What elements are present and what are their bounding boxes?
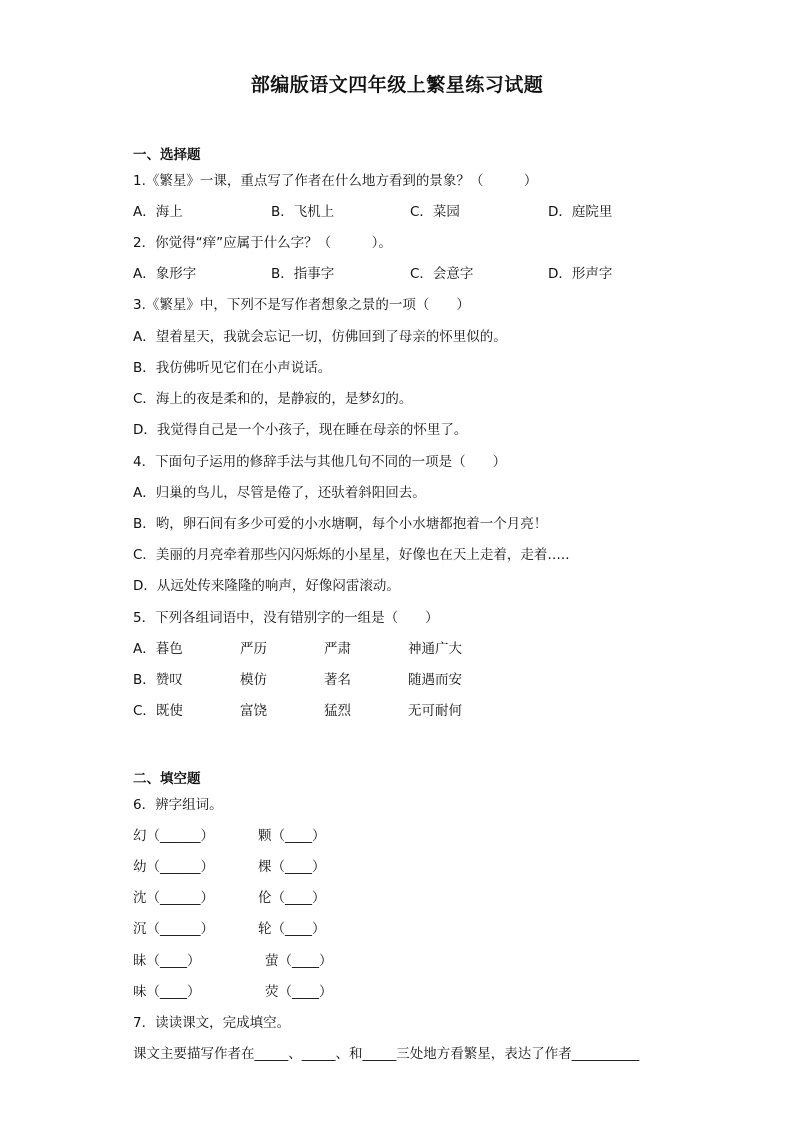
q6-pair-4-right: 轮（____） — [258, 921, 326, 937]
q3-option-b: B．我仿佛听见它们在小声说话。 — [133, 360, 332, 376]
q7-fill-text: 课文主要描写作者在_____、_____、和_____三处地方看繁星，表达了作者__________ — [133, 1046, 640, 1062]
page-title: 部编版语文四年级上繁星练习试题 — [250, 74, 544, 96]
q2-option-a: A．象形字 — [133, 266, 197, 282]
q6-pair-3-left: 沈（______） — [133, 890, 214, 906]
question-2-stem: 2．你觉得“痒”应属于什么字？（ ）。 — [133, 235, 392, 251]
q5-row-b-word-2: 模仿 — [240, 672, 267, 688]
q5-row-a-word-4: 神通广大 — [408, 641, 462, 657]
question-3-stem: 3.《繁星》中，下列不是写作者想象之景的一项（ ） — [133, 297, 470, 313]
q3-option-a: A．望着星天，我就会忘记一切，仿佛回到了母亲的怀里似的。 — [133, 329, 507, 345]
q5-row-c-word-3: 猛烈 — [324, 703, 351, 719]
q6-pair-5-right: 萤（____） — [265, 953, 333, 969]
question-5-stem: 5．下列各组词语中，没有错别字的一组是（ ） — [133, 610, 439, 626]
q2-option-d: D．形声字 — [548, 266, 613, 282]
q3-option-d: D．我觉得自己是一个小孩子，现在睡在母亲的怀里了。 — [133, 422, 468, 438]
q5-row-b-word-1: B．赞叹 — [133, 672, 183, 688]
q5-row-c-word-2: 富饶 — [240, 703, 267, 719]
q1-option-d: D．庭院里 — [548, 204, 613, 220]
question-1-stem: 1.《繁星》一课，重点写了作者在什么地方看到的景象？（ ） — [133, 173, 538, 189]
q6-pair-2-right: 棵（____） — [258, 859, 326, 875]
q5-row-b-word-3: 著名 — [324, 672, 351, 688]
q4-option-d: D．从远处传来隆隆的响声，好像闷雷滚动。 — [133, 578, 400, 594]
q6-pair-6-left: 味（____） — [133, 984, 201, 1000]
q4-option-a: A．归巢的鸟儿，尽管是倦了，还驮着斜阳回去。 — [133, 485, 426, 501]
section-heading-fill: 二、填空题 — [133, 771, 201, 787]
q4-option-c: C．美丽的月亮牵着那些闪闪烁烁的小星星，好像也在天上走着，走着….. — [133, 547, 570, 563]
q1-option-c: C．菜园 — [410, 204, 460, 220]
q2-option-c: C．会意字 — [410, 266, 474, 282]
q3-option-c: C．海上的夜是柔和的，是静寂的，是梦幻的。 — [133, 391, 413, 407]
section-heading-choice: 一、选择题 — [133, 147, 201, 163]
q6-pair-2-left: 幼（______） — [133, 859, 214, 875]
q5-row-b-word-4: 随遇而安 — [408, 672, 462, 688]
q5-row-a-word-1: A．暮色 — [133, 641, 183, 657]
q6-pair-6-right: 荧（____） — [265, 984, 333, 1000]
q4-option-b: B．哟，卵石间有多少可爱的小水塘啊，每个小水塘都抱着一个月亮！ — [133, 516, 548, 532]
q6-pair-5-left: 昧（____） — [133, 953, 201, 969]
q6-pair-3-right: 伦（____） — [258, 890, 326, 906]
q6-pair-1-left: 幻（______） — [133, 828, 214, 844]
q6-pair-4-left: 沉（______） — [133, 921, 214, 937]
q5-row-a-word-2: 严历 — [240, 641, 267, 657]
question-4-stem: 4．下面句子运用的修辞手法与其他几句不同的一项是（ ） — [133, 454, 507, 470]
q6-pair-1-right: 颗（____） — [258, 828, 326, 844]
question-6-stem: 6．辨字组词。 — [133, 797, 223, 813]
q5-row-a-word-3: 严肃 — [324, 641, 351, 657]
q5-row-c-word-4: 无可耐何 — [408, 703, 462, 719]
q1-option-a: A．海上 — [133, 204, 183, 220]
q5-row-c-word-1: C．既使 — [133, 703, 183, 719]
question-7-stem: 7．读读课文，完成填空。 — [133, 1015, 291, 1031]
q1-option-b: B．飞机上 — [271, 204, 335, 220]
q2-option-b: B．指事字 — [271, 266, 335, 282]
